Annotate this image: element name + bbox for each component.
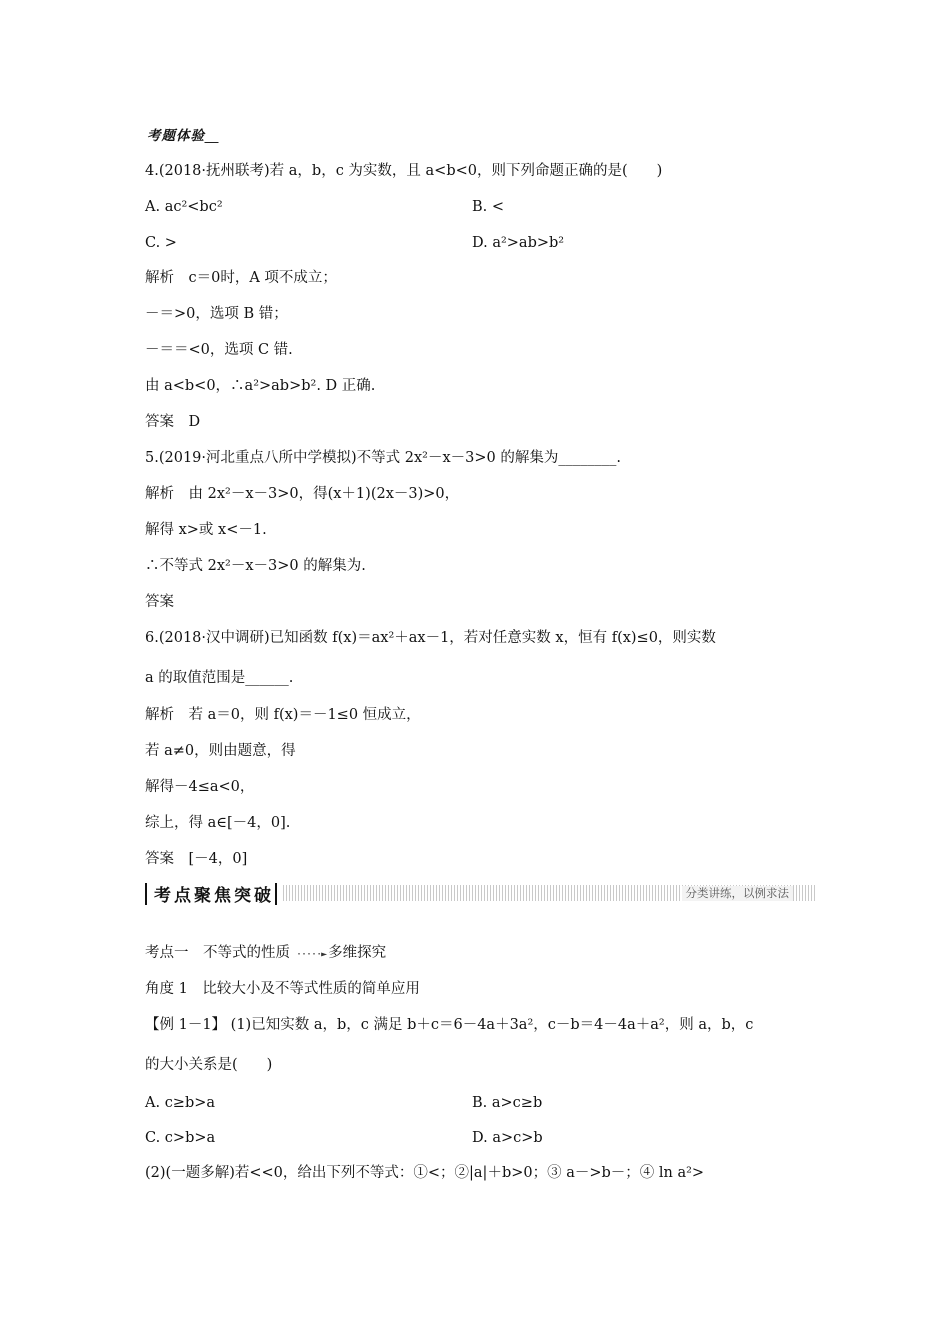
line-ex1D: D. a>c>b: [472, 1130, 543, 1146]
line-ex1A: A. c≥b>a: [145, 1095, 216, 1111]
line-q5s2: 解得 x>或 x<－1.: [145, 522, 267, 538]
line-q4s3: －＝＝<0，选项 C 错.: [145, 342, 293, 358]
section-tag: 考题体验: [147, 128, 205, 144]
line-q6ans: 答案 [－4，0]: [145, 851, 248, 867]
line-q5: 5.(2019·河北重点八所中学模拟)不等式 2x²－x－3>0 的解集为________.: [145, 450, 621, 466]
line-q5ans: 答案: [145, 594, 174, 610]
tag-underline-mark: [204, 132, 226, 143]
banner-subtitle: 分类讲练，以例求法: [682, 886, 794, 901]
line-q6s2: 若 a≠0，则由题意，得: [145, 743, 296, 759]
line-jd1: 角度 1 比较大小及不等式性质的简单应用: [145, 981, 420, 997]
line-q4d: D. a²>ab>b²: [472, 235, 565, 251]
line-q6a: 6.(2018·汉中调研)已知函数 f(x)＝ax²＋ax－1，若对任意实数 x，恒有 f(x)≤0，则实数: [145, 630, 716, 646]
line-q4s1: 解析 c＝0时，A 项不成立；: [145, 270, 337, 286]
line-q4s4: 由 a<b<0，∴a²>ab>b². D 正确.: [145, 378, 376, 394]
line-ex2: (2)(一题多解)若<<0，给出下列不等式：①<；②|a|＋b>0；③ a－>b－；④ ln a²>: [145, 1165, 705, 1181]
line-ex1b: 的大小关系是( ): [145, 1057, 273, 1073]
banner-bar-right: [275, 883, 277, 905]
line-q5s1: 解析 由 2x²－x－3>0，得(x＋1)(2x－3)>0，: [145, 486, 460, 502]
line-q4ans: 答案 D: [145, 414, 201, 430]
line-q4c: C. >: [145, 235, 177, 251]
banner-title: 考点聚焦突破: [154, 886, 274, 906]
line-q4b: B. <: [472, 199, 505, 215]
line-q6b: a 的取值范围是______.: [145, 670, 294, 686]
line-q4: 4.(2018·抚州联考)若 a，b，c 为实数，且 a<b<0，则下列命题正确的是( ): [145, 163, 663, 179]
line-q6s4: 综上，得 a∈[－4，0].: [145, 815, 291, 831]
line-q5s3: ∴不等式 2x²－x－3>0 的解集为.: [145, 558, 366, 574]
line-ex1: 【例 1－1】 (1)已知实数 a，b，c 满足 b＋c＝6－4a＋3a²，c－b＝4－4a＋a²，则 a，b，c: [145, 1017, 754, 1033]
dotted-arrow-icon: ·····►: [296, 949, 327, 960]
line-ex1C: C. c>b>a: [145, 1130, 216, 1146]
kd1-suffix: 多维探究: [328, 945, 387, 961]
line-kd1: 考点一 不等式的性质 ·····► 多维探究: [145, 943, 386, 965]
line-ex1B: B. a>c≥b: [472, 1095, 543, 1111]
line-q6s3: 解得－4≤a<0，: [145, 779, 255, 795]
section-banner: [145, 878, 817, 910]
banner-bar-left: [145, 883, 147, 905]
line-q4a: A. ac²<bc²: [145, 199, 223, 215]
line-q6s1: 解析 若 a＝0，则 f(x)＝－1≤0 恒成立，: [145, 707, 421, 723]
line-q4s2: －＝>0，选项 B 错；: [145, 306, 288, 322]
